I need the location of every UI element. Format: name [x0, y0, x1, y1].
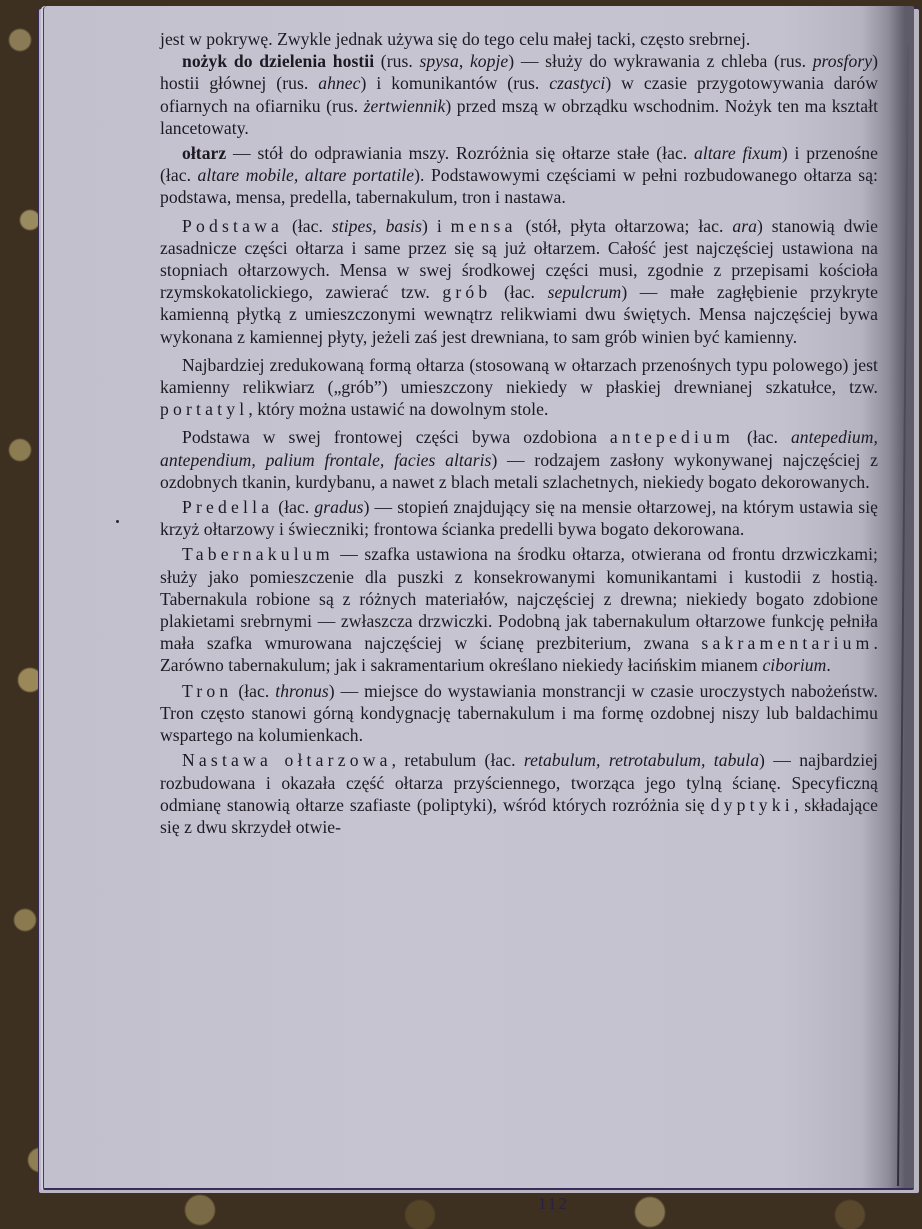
text-run: jest w pokrywę. Zwykle jednak używa się do tego celu małej tacki, często srebrnej. [160, 29, 751, 49]
paragraph-portatyl [160, 354, 878, 421]
text-run: (łac. [734, 427, 791, 448]
entry-oltarz [160, 142, 878, 209]
spaced-term: mensa [450, 215, 517, 236]
text-run: ) — małe zagłębienie przykryte kamienną płytką z umieszczonymi wewnątrz relikwiami dwu świętych. Mensa najczęściej bywa wykonana z kamiennej płyty, jeżeli zaś jest drewniana, to sam grób winien być kamienny. [160, 282, 878, 347]
text-run: ) i przenośne (łac. [160, 143, 879, 186]
text-run: ) — stopień znajdujący się na mensie ołtarzowej, na którym ustawia się krzyż ołtarzowy i świeczniki; frontowa ścianka predelli bywa bogato dekorowana. [160, 497, 878, 540]
book-page [43, 6, 914, 1213]
foreign-term: żertwiennik [363, 95, 446, 116]
text-run: , retabulum (łac. [391, 750, 524, 771]
text-run: ) stanowią dwie zasadnicze części ołtarza i same przez się są już ołtarzem. Całość jest najczęściej ustawiona na stopniach ołtarzowych. Mensa w swej środkowej części musi, zgodnie z przepisami kościoła rzymskokatolickiego, zawierać tzw. [160, 215, 878, 303]
foreign-term: stipes, basis [331, 215, 423, 236]
spaced-term: Nastawa ołtarzowa [182, 750, 392, 771]
text-run: ) hostii głównej (rus. [160, 51, 878, 94]
text-run: (rus. [374, 51, 420, 72]
foreign-term: thronus [275, 680, 329, 701]
spaced-term: dyptyki [710, 794, 794, 815]
entry-nozyk-do-dzielenia-hostii [160, 50, 878, 139]
spaced-term: portatyl [160, 399, 249, 420]
text-run: . [826, 655, 831, 676]
spaced-term: Tron [182, 680, 233, 701]
spaced-term: antepedium [609, 427, 734, 448]
text-run: ). Podstawowymi częściami w pełni rozbudowanego ołtarza są: podstawa, mensa, predella, tabernakulum, tron i nastawa. [160, 165, 878, 208]
body-text [160, 28, 878, 838]
page-spine-shadow [897, 46, 909, 1186]
text-run: ) przed mszą w obrządku wschodnim. Nożyk ten ma kształt lancetowaty. [160, 95, 879, 138]
paragraph-tron [160, 680, 878, 747]
spaced-term: Podstawa [182, 215, 284, 236]
page-number-text: 112 [538, 1194, 569, 1213]
text-run: (łac. [491, 282, 548, 303]
foreign-term: prosfory [812, 51, 873, 72]
paragraph-continuation [160, 28, 878, 50]
ink-dot-mark [116, 520, 119, 523]
text-run: ) — miejsce do wystawiania monstrancji w czasie uroczystych nabożeństw. Tron często stanowi górną kondygnację tabernakulum i ma formę ozdobnej niszy lub baldachimu wspartego na kolumienkach. [160, 680, 878, 746]
foreign-term: antepedium, antependium, palium frontale, facies altaris [160, 427, 878, 470]
foreign-term: altare fixum [694, 143, 782, 164]
paragraph-antepedium [160, 426, 878, 493]
foreign-term: gradus [314, 497, 364, 518]
text-run: ) i komunikantów (rus. [360, 73, 550, 94]
paragraph-nastawa [160, 749, 878, 838]
text-run: Podstawa w swej frontowej części bywa ozdobiona [182, 427, 610, 448]
text-run: Najbardziej zredukowaną formą ołtarza (stosowaną w ołtarzach przenośnych typu polowego) jest kamienny relikwiarz („grób”) umieszczony niekiedy w płaskiej drewnianej szkatułce, tzw. [160, 354, 878, 398]
foreign-term: altare mobile, altare portatile [197, 165, 415, 186]
foreign-term: kopje [469, 51, 509, 72]
foreign-term: ara [732, 215, 757, 236]
text-run: — szafka ustawiona na środku ołtarza, otwierana od frontu drzwiczkami; służy jako pomieszczenie dla puszki z konsekrowanymi komunikantami i kustodii z hostią. Tabernakula robione są z różnych materiałów, najczęściej z drewna; niekiedy bogato zdobione plakietami srebrnymi — zwłaszcza drzwiczki. Podobną jak tabernakulum ołtarzowe funkcję pełniła mała szafka wmurowana najczęściej w ścianę prezbiterium, zwana [160, 544, 878, 654]
text-run: ) — służy do wykrawania z chleba (rus. [508, 51, 813, 72]
text-run: (łac. [273, 497, 315, 518]
foreign-term: ciborium [762, 655, 827, 676]
text-run: , [458, 51, 470, 72]
text-run: ) — najbardziej rozbudowana i okazała część ołtarza przyściennego, tworząca jego tylną ścianę. Specyficzną odmianę stanowią ołtarze szafiaste (poliptyki), wśród których rozróżnia się [160, 750, 878, 815]
text-run: (łac. [283, 215, 332, 236]
page-number [538, 1194, 569, 1213]
spaced-term: Tabernakulum [182, 544, 334, 565]
paragraph-podstawa-mensa [160, 215, 878, 348]
entry-term: ołtarz [182, 143, 227, 164]
spaced-term: sakramentarium [701, 633, 874, 654]
text-run: , składające się z dwu skrzydeł otwie- [160, 794, 878, 837]
foreign-term: ahnec [318, 73, 361, 94]
spaced-term: Predella [182, 497, 274, 518]
text-run: ) i [422, 215, 451, 236]
text-run: . Zarówno tabernakulum; jak i sakramentarium określano niekiedy łacińskim mianem [160, 633, 878, 676]
foreign-term: czastyci [549, 73, 606, 94]
paragraph-tabernakulum [160, 543, 878, 676]
text-run: (łac. [232, 680, 276, 701]
text-run: — stół do odprawiania mszy. Rozróżnia się ołtarze stałe (łac. [226, 143, 695, 164]
foreign-term: spysa [419, 51, 459, 72]
foreign-term: sepulcrum [547, 282, 622, 303]
text-run: (stół, płyta ołtarzowa; łac. [516, 215, 733, 236]
text-run: ) — rodzajem zasłony wykonywanej najczęściej z ozdobnych tkanin, kurdybanu, a nawet z blach metali szlachetnych, niekiedy bogato dekorowanych. [160, 449, 879, 492]
entry-term: nożyk do dzielenia hostii [182, 51, 375, 72]
text-run: , który można ustawić na dowolnym stole. [248, 399, 549, 420]
foreign-term: retabulum, retrotabulum, tabula [523, 750, 760, 771]
paragraph-predella [160, 496, 878, 540]
text-run: ) w czasie przygotowywania darów ofiarnych na ofiarniku (rus. [160, 73, 878, 116]
spaced-term: grób [442, 282, 492, 303]
